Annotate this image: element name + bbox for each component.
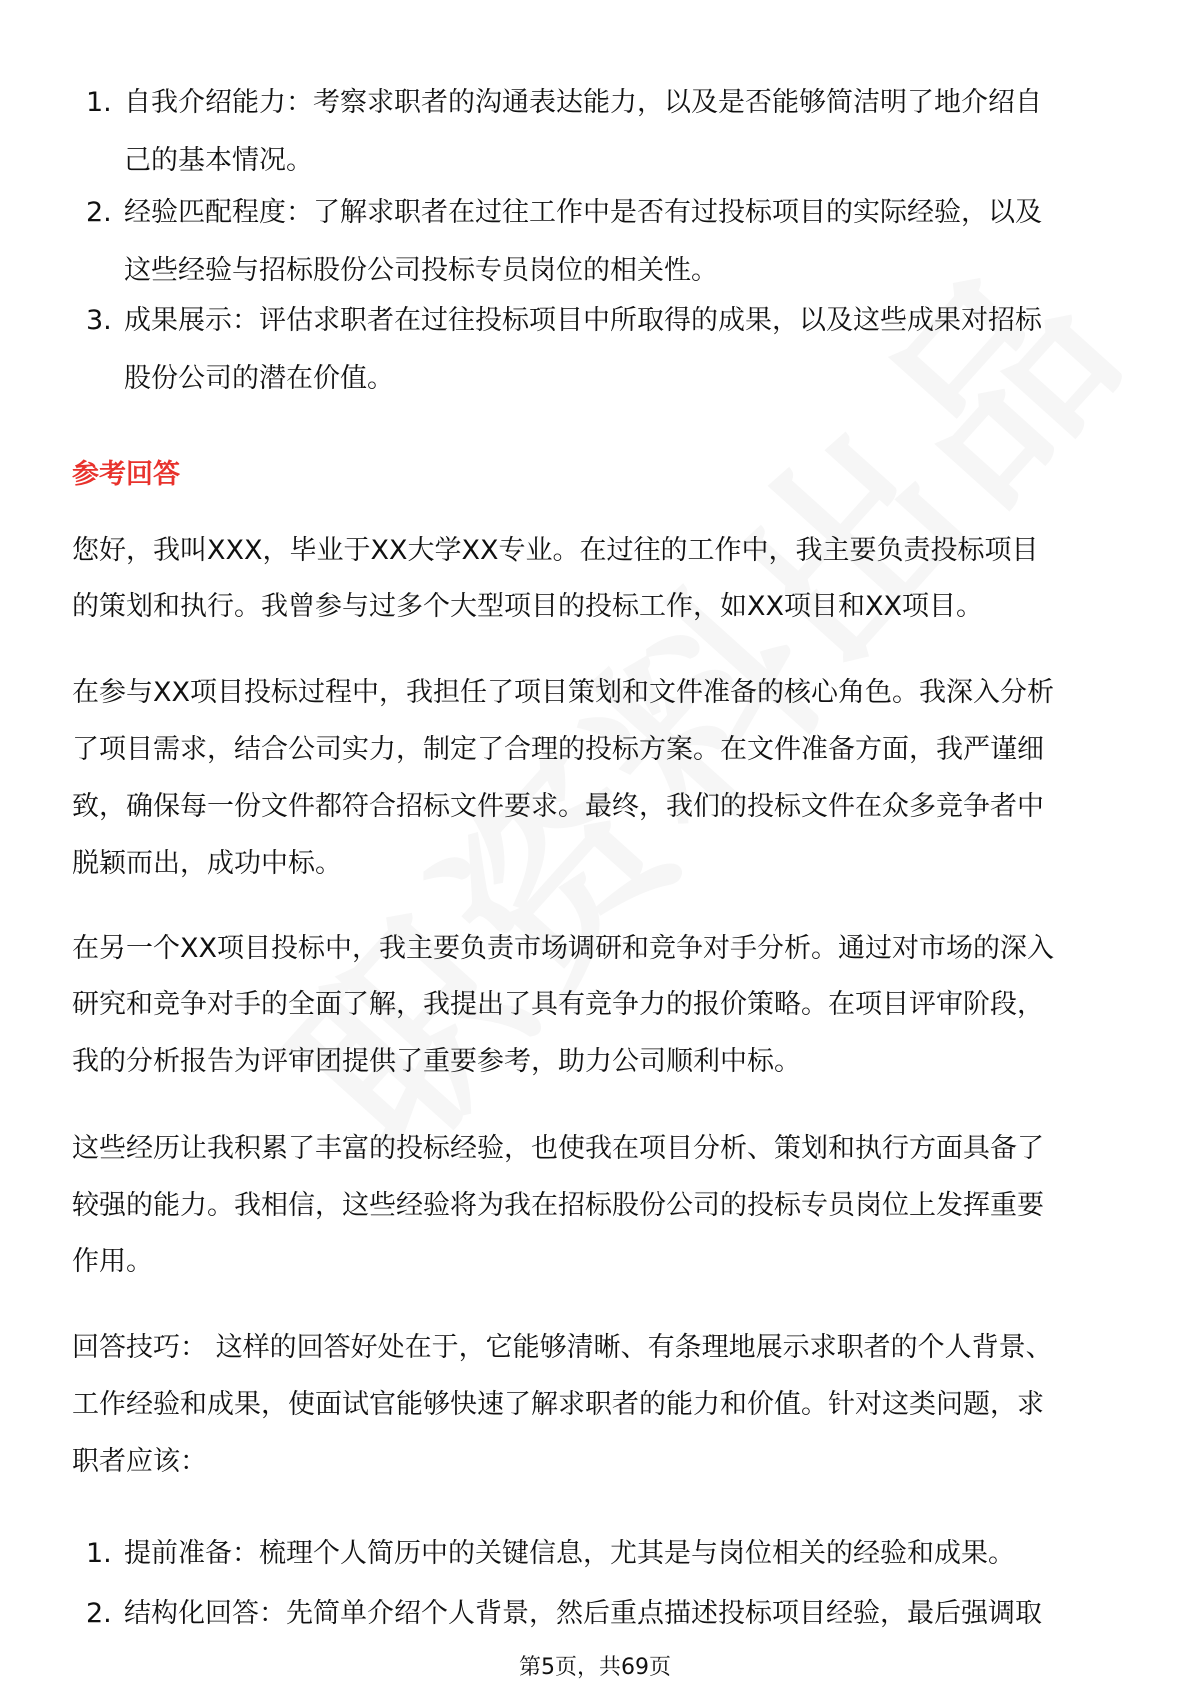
list-item: [0, 74, 1190, 184]
paragraph-line: 较强的能力。我相信，这些经验将为我在招标股份公司的投标专员岗位上发挥重要: [72, 1190, 1044, 1221]
list-number: 1.: [86, 1538, 112, 1569]
page-footer: 第5页，共69页: [519, 1655, 671, 1680]
list-number: 3.: [86, 305, 112, 336]
paragraph-line: 工作经验和成果，使面试官能够快速了解求职者的能力和价值。针对这类问题，求: [72, 1389, 1044, 1420]
paragraph-line: 作用。: [72, 1246, 153, 1277]
list-text: 这些经验与招标股份公司投标专员岗位的相关性。: [124, 255, 718, 286]
list-text: 自我介绍能力：考察求职者的沟通表达能力，以及是否能够简洁明了地介绍自: [124, 87, 1042, 118]
section-heading: 参考回答: [72, 459, 180, 490]
criteria-list: [0, 74, 1190, 402]
paragraph-line: 致，确保每一份文件都符合招标文件要求。最终，我们的投标文件在众多竞争者中: [72, 791, 1044, 822]
list-text: 己的基本情况。: [124, 145, 313, 176]
list-text: 经验匹配程度：了解求职者在过往工作中是否有过投标项目的实际经验，以及: [124, 197, 1042, 228]
list-text: 提前准备：梳理个人简历中的关键信息，尤其是与岗位相关的经验和成果。: [124, 1538, 1015, 1569]
paragraph-line: 职者应该：: [72, 1446, 207, 1477]
paragraph-line: 您好，我叫XXX，毕业于XX大学XX专业。在过往的工作中，我主要负责投标项目: [72, 535, 1039, 566]
paragraph-line: 的策划和执行。我曾参与过多个大型项目的投标工作，如XX项目和XX项目。: [72, 591, 983, 622]
list-item: [0, 1585, 1190, 1645]
paragraph-line: 在另一个XX项目投标中，我主要负责市场调研和竞争对手分析。通过对市场的深入: [72, 933, 1054, 964]
list-text: 成果展示：评估求职者在过往投标项目中所取得的成果，以及这些成果对招标: [124, 305, 1042, 336]
paragraph-line: 在参与XX项目投标过程中，我担任了项目策划和文件准备的核心角色。我深入分析: [72, 677, 1054, 708]
paragraph-line: 这些经历让我积累了丰富的投标经验，也使我在项目分析、策划和执行方面具备了: [72, 1133, 1044, 1164]
list-item: [0, 1525, 1190, 1585]
list-item: [0, 292, 1190, 402]
list-number: 2.: [86, 1598, 112, 1629]
list-text: 股份公司的潜在价值。: [124, 363, 394, 394]
list-number: 2.: [86, 197, 112, 228]
list-text: 结构化回答：先简单介绍个人背景，然后重点描述投标项目经验，最后强调取: [124, 1598, 1042, 1629]
tips-list: [0, 1525, 1190, 1645]
paragraph-line: 脱颖而出，成功中标。: [72, 848, 342, 879]
paragraph-line: 我的分析报告为评审团提供了重要参考，助力公司顺利中标。: [72, 1046, 801, 1077]
paragraph-line: 回答技巧： 这样的回答好处在于，它能够清晰、有条理地展示求职者的个人背景、: [72, 1332, 1053, 1363]
paragraph-line: 研究和竞争对手的全面了解，我提出了具有竞争力的报价策略。在项目评审阶段，: [72, 989, 1044, 1020]
list-number: 1.: [86, 87, 112, 118]
paragraph-line: 了项目需求，结合公司实力，制定了合理的投标方案。在文件准备方面，我严谨细: [72, 734, 1044, 765]
list-item: [0, 184, 1190, 292]
